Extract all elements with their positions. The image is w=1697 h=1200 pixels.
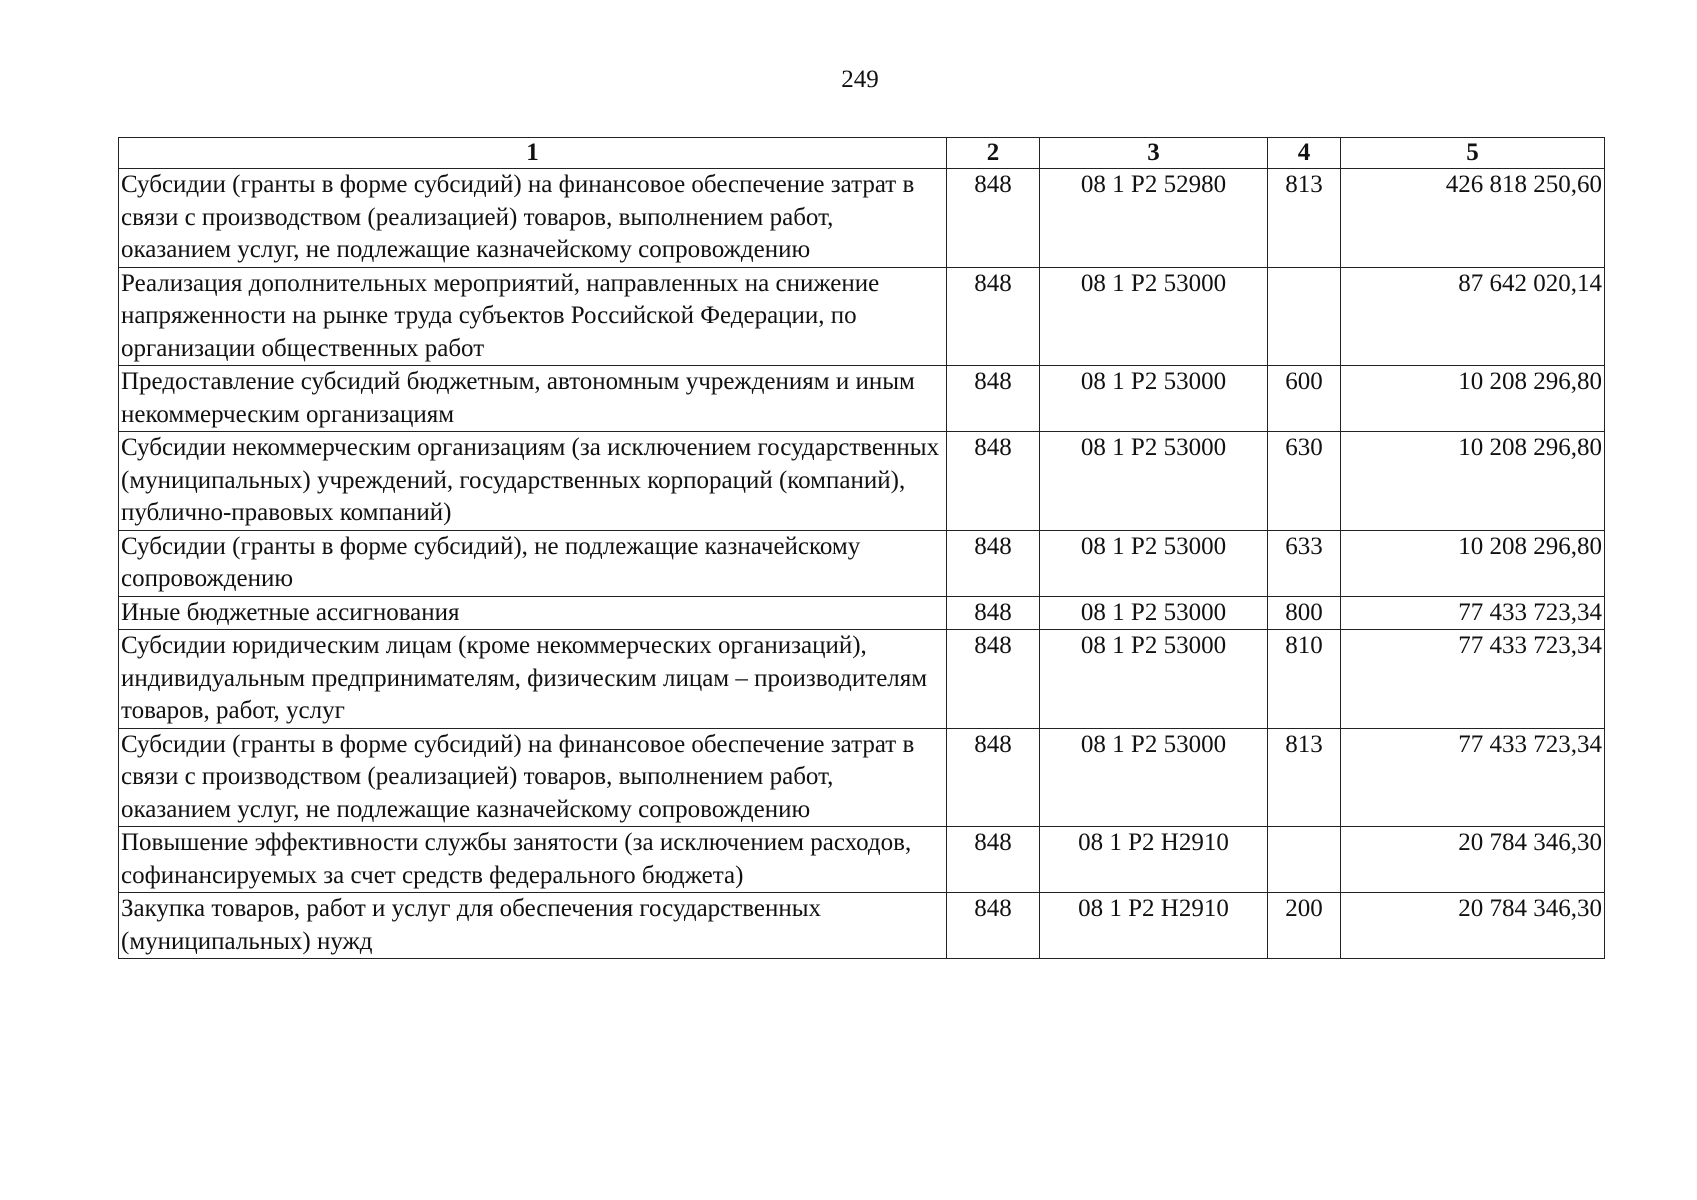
column-header-5: 5 (1341, 138, 1605, 169)
row-code: 08 1 P2 53000 (1040, 530, 1268, 596)
row-type: 813 (1268, 728, 1341, 827)
row-dept: 848 (947, 267, 1040, 366)
table-row (119, 827, 1605, 893)
row-dept: 848 (947, 893, 1040, 959)
row-name: Иные бюджетные ассигнования (119, 596, 947, 630)
row-amount: 10 208 296,80 (1341, 432, 1605, 531)
row-code: 08 1 P2 53000 (1040, 596, 1268, 630)
row-name: Предоставление субсидий бюджетным, автономным учреждениям и иным некоммерческим организациям (119, 366, 947, 432)
row-dept: 848 (947, 827, 1040, 893)
row-type (1268, 827, 1341, 893)
table-header-row (119, 138, 1605, 169)
row-type (1268, 267, 1341, 366)
row-dept: 848 (947, 728, 1040, 827)
row-amount: 20 784 346,30 (1341, 827, 1605, 893)
row-dept: 848 (947, 596, 1040, 630)
table-row (119, 630, 1605, 729)
row-amount: 87 642 020,14 (1341, 267, 1605, 366)
row-code: 08 1 P2 53000 (1040, 432, 1268, 531)
row-dept: 848 (947, 366, 1040, 432)
table-row (119, 432, 1605, 531)
row-amount: 77 433 723,34 (1341, 728, 1605, 827)
budget-table (118, 137, 1605, 959)
row-name: Субсидии (гранты в форме субсидий) на финансовое обеспечение затрат в связи с производством (реализацией) товаров, выполнением работ, оказанием услуг, не подлежащие казначейскому сопровождению (119, 169, 947, 268)
row-code: 08 1 P2 53000 (1040, 366, 1268, 432)
row-name: Повышение эффективности службы занятости (за исключением расходов, софинансируемых за счет средств федерального бюджета) (119, 827, 947, 893)
row-code: 08 1 P2 53000 (1040, 728, 1268, 827)
row-dept: 848 (947, 169, 1040, 268)
row-type: 813 (1268, 169, 1341, 268)
table-row (119, 169, 1605, 268)
column-header-4: 4 (1268, 138, 1341, 169)
row-code: 08 1 P2 52980 (1040, 169, 1268, 268)
row-code: 08 1 P2 53000 (1040, 630, 1268, 729)
row-code: 08 1 P2 H2910 (1040, 827, 1268, 893)
table-row (119, 267, 1605, 366)
table-row (119, 728, 1605, 827)
table-row (119, 366, 1605, 432)
table-row (119, 893, 1605, 959)
row-amount: 10 208 296,80 (1341, 366, 1605, 432)
column-header-1: 1 (119, 138, 947, 169)
row-name: Закупка товаров, работ и услуг для обеспечения государственных (муниципальных) нужд (119, 893, 947, 959)
row-amount: 77 433 723,34 (1341, 630, 1605, 729)
row-type: 800 (1268, 596, 1341, 630)
row-type: 633 (1268, 530, 1341, 596)
row-amount: 20 784 346,30 (1341, 893, 1605, 959)
row-type: 630 (1268, 432, 1341, 531)
row-name: Субсидии некоммерческим организациям (за исключением государственных (муниципальных) учреждений, государственных корпораций (компаний), публично-правовых компаний) (119, 432, 947, 531)
row-amount: 10 208 296,80 (1341, 530, 1605, 596)
row-type: 810 (1268, 630, 1341, 729)
row-code: 08 1 P2 H2910 (1040, 893, 1268, 959)
column-header-3: 3 (1040, 138, 1268, 169)
row-type: 600 (1268, 366, 1341, 432)
row-amount: 426 818 250,60 (1341, 169, 1605, 268)
row-dept: 848 (947, 530, 1040, 596)
table-row (119, 596, 1605, 630)
row-name: Субсидии юридическим лицам (кроме некоммерческих организаций), индивидуальным предпринимателям, физическим лицам – производителям товаров, работ, услуг (119, 630, 947, 729)
row-dept: 848 (947, 630, 1040, 729)
table-row (119, 530, 1605, 596)
row-dept: 848 (947, 432, 1040, 531)
row-name: Субсидии (гранты в форме субсидий) на финансовое обеспечение затрат в связи с производством (реализацией) товаров, выполнением работ, оказанием услуг, не подлежащие казначейскому сопровождению (119, 728, 947, 827)
row-code: 08 1 P2 53000 (1040, 267, 1268, 366)
row-name: Реализация дополнительных мероприятий, направленных на снижение напряженности на рынке труда субъектов Российской Федерации, по организации общественных работ (119, 267, 947, 366)
row-name: Субсидии (гранты в форме субсидий), не подлежащие казначейскому сопровождению (119, 530, 947, 596)
row-amount: 77 433 723,34 (1341, 596, 1605, 630)
row-type: 200 (1268, 893, 1341, 959)
page-number: 249 (841, 66, 879, 93)
column-header-2: 2 (947, 138, 1040, 169)
